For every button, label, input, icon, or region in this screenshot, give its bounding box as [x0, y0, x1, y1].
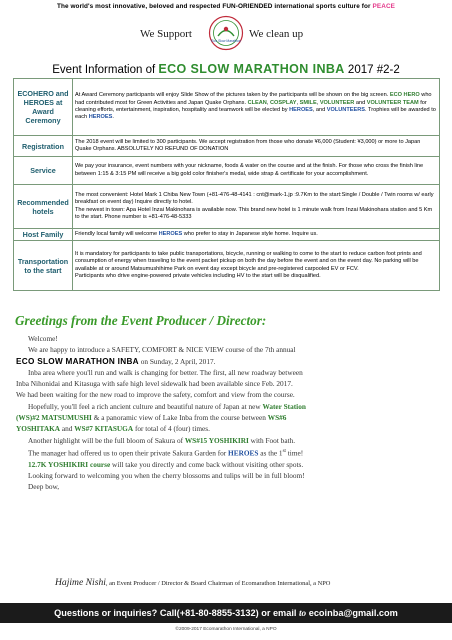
label-ecohero: ECOHERO and HEROES at Award Ceremony — [14, 79, 73, 136]
cell-hotels — [73, 185, 440, 229]
looking-forward-line: Looking forward to welcoming you when the cherry blossoms and tulips will be in full bloom! — [28, 470, 305, 480]
garden-line — [16, 446, 436, 459]
top-tagline — [0, 0, 452, 13]
ws15-yoshikiri: WS#15 YOSHIKIRI — [184, 435, 249, 445]
inba-line-1: Inba area where you'll run and walk is changing for better. The first, all new roadway between — [28, 367, 303, 377]
ecohero-text-3: for cleaning efforts, entertainment, inspiration, hospitality and teamwork will be elected by — [75, 99, 427, 113]
row-hotels — [14, 185, 440, 229]
support-banner — [0, 15, 452, 55]
culture-line-1 — [16, 401, 436, 412]
transport-2: Participants who drive engine-powered private vehicles including HV to the start will be disqualified. — [75, 272, 321, 279]
contact-bar — [0, 603, 452, 623]
garden-heroes: HEROES — [228, 448, 259, 458]
row-service — [14, 157, 440, 185]
culture-text-1: Hopefully, you'll feel a rich ancient culture and beautiful nature of Japan at new — [28, 401, 263, 411]
label-hotels: Recommended hotels — [14, 185, 73, 229]
highlight-text-1: Another highlight will be the full bloom of Sakura of — [28, 435, 185, 445]
highlight-line — [16, 435, 436, 446]
waiting-line: We had been waiting for the new road to improve the safety, comfort and view from the course. — [16, 390, 295, 400]
deep-bow-line: Deep bow, — [28, 482, 60, 492]
ecohero-heroes: HEROES — [289, 107, 313, 113]
course-line — [16, 459, 436, 470]
ecohero-text-2: who had contributed most for Green Activities and Japan Quake Orphans. — [75, 92, 432, 106]
event-info-table — [13, 78, 440, 291]
hotel-2: The newest in town: Apa Hotel Inzai Makinohara is available now. This brand new hotel is 1 minute walk from Inzai Makinohara station and 5 Km to the start. Phone number is +81-476-48-5333 — [75, 206, 433, 220]
ecohero-cosplay: COSPLAY — [269, 99, 297, 106]
ws7-kitasuga: WS#7 KITASUGA — [74, 424, 134, 434]
ecohero-text-1: At Award Ceremony participants will enjoy Slide Show of the pictures taken by the participants will be shown on the big screen. — [75, 92, 390, 99]
we-support-text: We Support — [140, 28, 192, 40]
cell-host — [73, 229, 440, 241]
culture-text-2: & a panoramic view of Lake Inba from the course between — [91, 413, 268, 423]
row-ecohero — [14, 79, 440, 136]
ecohero-text-4: , and — [312, 107, 327, 113]
page-title — [0, 62, 452, 77]
row-transport — [14, 241, 440, 291]
host-text-2: who prefer to stay in Japanese style home. Inquire us. — [182, 230, 318, 237]
host-text-1: Friendly local family will welcome — [75, 230, 159, 237]
copyright: ©2009-2017 Ecomarathon International, a NPO — [175, 627, 277, 632]
greetings-body — [16, 333, 436, 493]
intro-date: on Sunday, 2 April, 2017. — [138, 356, 216, 366]
ecohero-eco-hero: ECO HERO — [389, 92, 420, 99]
cell-ecohero: At Award Ceremony participants will enjoy Slide Show of the pictures taken by the participants will be shown on the big screen. ECO HERO who had contributed most for Green Activities and Japan Quake Orphans. CLEAN, COSPLAY, SMILE, VOLUNTEER and VOLUNTEER TEAM for cleaning efforts, entertainment, inspiration, hospitality and teamwork will be elected by HEROES, and VOLUNTEERS. Trophies will be awarded to each HEROES. — [73, 79, 440, 136]
ecohero-text-6: . — [112, 114, 114, 121]
garden-sup: st — [282, 448, 286, 454]
label-host: Host Family — [14, 229, 73, 241]
ecohero-volunteer-team: VOLUNTEER TEAM — [366, 99, 419, 106]
contact-to: to — [299, 608, 307, 618]
host-heroes: HEROES — [158, 230, 183, 237]
intro-line-1: We are happy to introduce a SAFETY, COMFORT & NICE VIEW course of the 7th annual — [28, 345, 296, 355]
yoshikiri-course: 12.7K YOSHIKIRI course — [28, 459, 111, 469]
tagline-mid: FUN-ORIENDED — [222, 3, 273, 10]
ecohero-volunteers: VOLUNTEERS — [326, 107, 365, 113]
ecohero-volunteer: VOLUNTEER — [319, 99, 355, 106]
tagline-prefix: The world's most innovative, beloved and respected — [56, 3, 223, 10]
label-transport: Transportation to the start — [14, 241, 73, 291]
ecohero-heroes-2: HEROES — [88, 114, 113, 121]
intro-line-2 — [16, 356, 436, 367]
title-event: ECO SLOW MARATHON INBA — [158, 62, 345, 76]
hotel-1: The most convenient: Hotel Mark 1 Chiba New Town (+81-476-48-4141 : cnt@mark-1.jp :9.7Km to the start:Single / Double / Twin rooms w/ early breakfast on event day) Inquire directly to hotel. — [75, 191, 434, 206]
course-text: will take you directly and come back without visiting other spots. — [110, 459, 304, 469]
transport-1: It is mandatory for participants to take public transportations, bicycle, running or walking to come to the start to reduce carbon foot prints and consumption of energy when traveling to the event packet pickup on both the day before the event and on the event day. No parking will be available at or around Matsumushihime Park on event day except bicycle and pre-registered carpooled EV or FCV. — [75, 250, 422, 272]
cell-registration: The 2018 event will be limited to 300 participants. We accept registration from those who donate ¥6,000 (Student: ¥3,000) or more to Japan Quake Orphans. ABSOLUTELY NO REFUND OF DONATION — [73, 136, 440, 157]
signature-title: , an Event Producer / Director & Board Chairman of Ecomarathon International, a NPO — [105, 580, 331, 587]
ecohero-clean: CLEAN — [247, 99, 267, 106]
ws6: WS#6 — [267, 413, 287, 423]
contact-email-link[interactable]: ecoinba@gmail.com — [306, 608, 398, 618]
cell-transport — [73, 241, 440, 291]
garden-text-2: as the 1 — [258, 448, 283, 458]
inba-line-2: Inba Nihonidai and Kitasuga with safe high level sidewalk had been available since Feb. 2017. — [16, 379, 293, 389]
signature — [55, 577, 330, 588]
culture-line-2 — [16, 412, 436, 423]
ecohero-smile: SMILE — [299, 99, 317, 106]
water-station: Water Station — [262, 401, 306, 411]
tagline-peace: PEACE — [372, 3, 396, 10]
cell-service: We pay your insurance, event numbers with your nickname, foods & water on the course and at the finish. For those who cross the finish line between 1:15 & 3:15 PM will receive a big gold color finisher's medal, wide strap & certificate for your accomplishment. — [73, 157, 440, 185]
row-registration — [14, 136, 440, 157]
ecohero-and: and — [354, 99, 367, 106]
ecohero-text-5: . Trophies will be awarded to each — [75, 107, 436, 121]
intro-event-name: ECO SLOW MARATHON INBA — [16, 356, 139, 366]
we-clean-text: We clean up — [249, 28, 304, 40]
garden-text-1: The manager had offered us to open their private Sakura Garden for — [28, 448, 229, 458]
culture-text-3: for total of 4 (four) times. — [133, 424, 210, 434]
culture-and: and — [60, 424, 75, 434]
culture-line-3 — [16, 423, 436, 434]
signature-name: Hajime Nishi — [55, 577, 106, 588]
yoshitaka: YOSHITAKA — [16, 424, 61, 434]
greetings-heading: Greetings from the Event Producer / Director: — [15, 313, 267, 328]
title-prefix: Event Information of — [52, 64, 159, 76]
garden-text-3: time! — [285, 448, 304, 458]
row-host — [14, 229, 440, 241]
tagline-suffix: international sports culture for — [272, 3, 373, 10]
label-registration: Registration — [14, 136, 73, 157]
welcome-line: Welcome! — [28, 334, 58, 343]
ws2-matsumushi: (WS)#2 MATSUMUSHI — [16, 413, 92, 423]
contact-text: Questions or inquiries? Call(+81-80-8855-3132) or email — [54, 608, 299, 618]
title-suffix: 2017 #2-2 — [344, 64, 400, 76]
eco-slow-marathon-logo — [208, 15, 244, 51]
label-service: Service — [14, 157, 73, 185]
logo-text: Eco Slow Marathon — [211, 39, 241, 43]
highlight-text-2: with Foot bath. — [248, 435, 296, 445]
